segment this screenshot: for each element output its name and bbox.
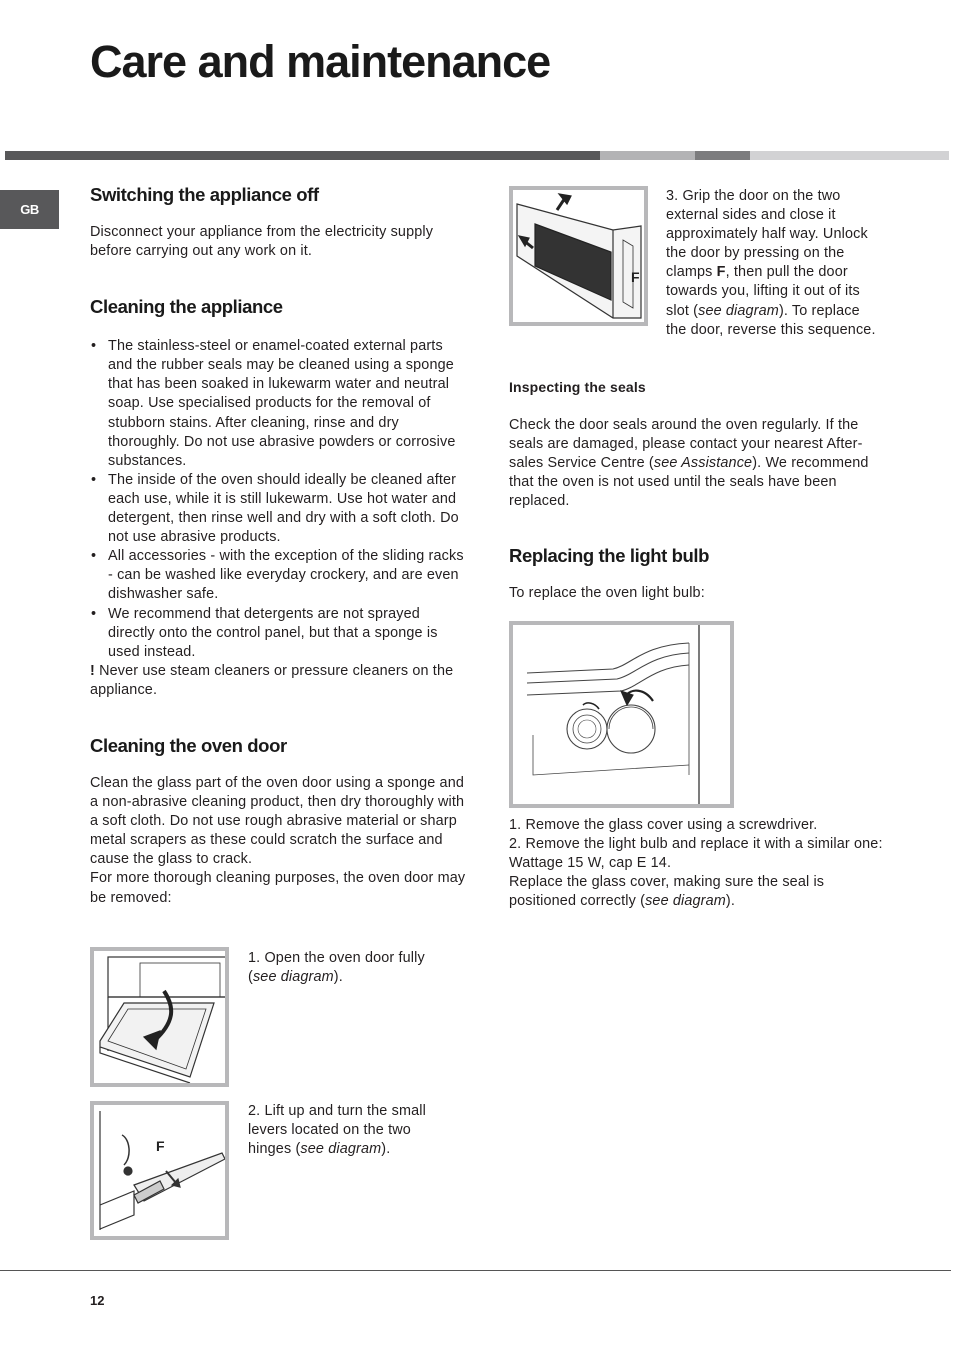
page-number: 12 bbox=[90, 1293, 105, 1308]
seals-section bbox=[509, 378, 884, 604]
hinge-lever-diagram bbox=[90, 1101, 229, 1240]
switching-off-text: Disconnect your appliance from the electricity supply before carrying out any work on it. bbox=[90, 224, 434, 260]
left-column bbox=[90, 184, 466, 908]
heading-switching-off: Switching the appliance off bbox=[90, 184, 319, 205]
heading-replacing-bulb: Replacing the light bulb bbox=[509, 545, 710, 567]
seals-text: Check the door seals around the oven regularly. If the seals are damaged, please contact your nearest After-sales Service Centre (see Assistance). We recommend that the oven is not used until the seals have been replaced. bbox=[509, 417, 869, 510]
door-removal-diagram bbox=[509, 186, 648, 326]
bulb-step-3: Replace the glass cover, making sure the seal is positioned correctly (see diagram). bbox=[509, 874, 825, 910]
heading-cleaning-appliance: Cleaning the appliance bbox=[90, 296, 283, 318]
bullet-item: • The inside of the oven should ideally be cleaned after each use, while it is still lukewarm. Use hot water and detergent, then rinse well and dry with a soft cloth. Do not use abrasive products. bbox=[90, 471, 466, 547]
heading-cleaning-door: Cleaning the oven door bbox=[90, 734, 287, 756]
door-removal-text: For more thorough cleaning purposes, the oven door may be removed: bbox=[90, 870, 466, 906]
header-bar-dark bbox=[5, 151, 600, 160]
warning-text: ! Never use steam cleaners or pressure cleaners on the appliance. bbox=[90, 662, 454, 698]
header-bar-mid bbox=[695, 151, 750, 160]
bullet-item: • We recommend that detergents are not sprayed directly onto the control panel, but that a sponge is used instead. bbox=[90, 605, 466, 662]
bulb-step-1: 1. Remove the glass cover using a screwdriver. bbox=[509, 817, 818, 833]
heading-inspecting-seals: Inspecting the seals bbox=[509, 379, 646, 395]
language-tab: GB bbox=[0, 190, 59, 229]
cleaning-door-text: Clean the glass part of the oven door using a sponge and a non-abrasive cleaning product, then dry thoroughly with a soft cloth. Do not use rough abrasive material or sharp metal scrapers as these could scratch the surface and cause the glass to crack. bbox=[90, 774, 465, 868]
header-bar-light bbox=[600, 151, 695, 160]
clamp-label-f: F bbox=[631, 269, 640, 285]
step2-caption: 2. Lift up and turn the small levers located on the two hinges (see diagram). bbox=[248, 1103, 426, 1158]
warning-mark: ! bbox=[90, 662, 95, 679]
cleaning-bullet-list bbox=[90, 337, 466, 662]
hinge-label-f: F bbox=[156, 1138, 165, 1154]
bulb-step-2: 2. Remove the light bulb and replace it with a similar one: Wattage 15 W, cap E 14. bbox=[509, 836, 883, 872]
bulb-steps bbox=[509, 816, 884, 911]
light-bulb-diagram bbox=[509, 621, 734, 808]
oven-door-open-diagram bbox=[90, 947, 229, 1087]
step1-caption: 1. Open the oven door fully (see diagram). bbox=[248, 950, 425, 986]
bulb-intro: To replace the oven light bulb: bbox=[509, 585, 705, 602]
bullet-item: • All accessories - with the exception of the sliding racks - can be washed like everyday crockery, and are even dishwasher safe. bbox=[90, 547, 466, 604]
step3-caption: 3. Grip the door on the two external sides and close it approximately half way. Unlock the door by pressing on the clamps F, then pull the door towards you, lifting it out of its slot (see diagram). To replace the door, reverse this sequence. bbox=[666, 188, 876, 338]
header-bar-pale bbox=[750, 151, 949, 160]
page-title: Care and maintenance bbox=[90, 36, 551, 87]
bullet-item: • The stainless-steel or enamel-coated external parts and the rubber seals may be cleaned using a sponge that has been soaked in lukewarm water and neutral soap. Use specialised products for the removal of stubborn stains. After cleaning, rinse and dry thoroughly. Do not use abrasive powders or corrosive substances. bbox=[90, 337, 466, 471]
footer-divider bbox=[0, 1270, 951, 1271]
